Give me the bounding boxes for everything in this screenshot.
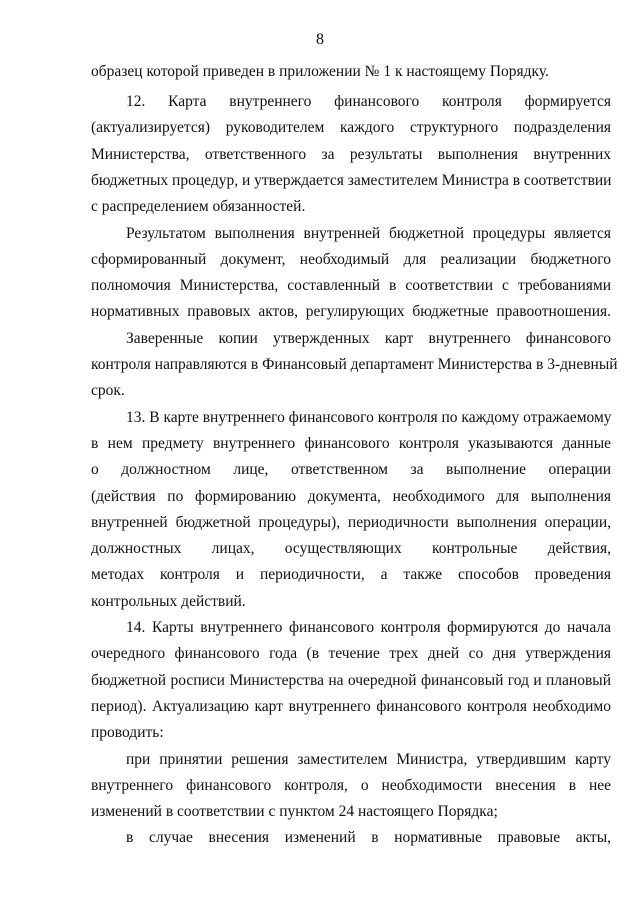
text-line: изменений в соответствии с пунктом 24 настоящего Порядка; [91, 803, 498, 820]
text-line: 12. Карта внутреннего финансового контроля формируется [126, 93, 611, 110]
text-line: контрольных действий. [91, 593, 246, 610]
text-line: бюджетных процедур, и утверждается заместителем Министра в соответствии [91, 172, 612, 189]
text-line: при принятии решения заместителем Министра, утвердившим карту [126, 751, 611, 768]
text-line: внутренней бюджетной процедуры), периодичности выполнения операции, [91, 514, 611, 531]
text-line: в случае внесения изменений в нормативные правовые акты, [126, 829, 611, 846]
text-line: должностных лицах, осуществляющих контрольные действия, [91, 540, 611, 557]
text-line: Результатом выполнения внутренней бюджетной процедуры является [126, 225, 611, 242]
text-line: проводить: [91, 724, 164, 741]
text-line: 13. В карте внутреннего финансового контроля по каждому отражаемому [126, 409, 612, 426]
text-line: срок. [91, 382, 125, 399]
text-line: 14. Карты внутреннего финансового контроля формируются до начала [126, 619, 611, 636]
text-line: Заверенные копии утвержденных карт внутреннего финансового [126, 330, 611, 347]
text-line: Министерства, ответственного за результаты выполнения внутренних [91, 146, 611, 163]
page-number: 8 [316, 31, 324, 48]
text-line: в нем предмету внутреннего финансового контроля указываются данные [91, 435, 611, 452]
text-line: контроля направляются в Финансовый департамент Министерства в 3-дневный [91, 356, 618, 373]
text-line: период). Актуализацию карт внутреннего финансового контроля необходимо [91, 698, 611, 715]
text-line: (актуализируется) руководителем каждого структурного подразделения [91, 119, 611, 136]
text-line: образец которой приведен в приложении № 1 к настоящему Порядку. [91, 63, 549, 80]
text-line: полномочия Министерства, составленный в соответствии с требованиями [91, 277, 611, 294]
text-line: очередного финансового года (в течение трех дней со дня утверждения [91, 645, 611, 662]
text-line: бюджетной росписи Министерства на очередной финансовый год и плановый [91, 672, 611, 689]
text-line: сформированный документ, необходимый для реализации бюджетного [91, 251, 611, 268]
text-line: методах контроля и периодичности, а также способов проведения [91, 566, 611, 583]
text-line: (действия по формированию документа, необходимого для выполнения [91, 488, 611, 505]
text-line: нормативных правовых актов, регулирующих бюджетные правоотношения. [91, 303, 611, 320]
text-line: о должностном лице, ответственном за выполнение операции [91, 461, 611, 478]
text-line: с распределением обязанностей. [91, 198, 306, 215]
text-line: внутреннего финансового контроля, о необходимости внесения в нее [91, 777, 611, 794]
